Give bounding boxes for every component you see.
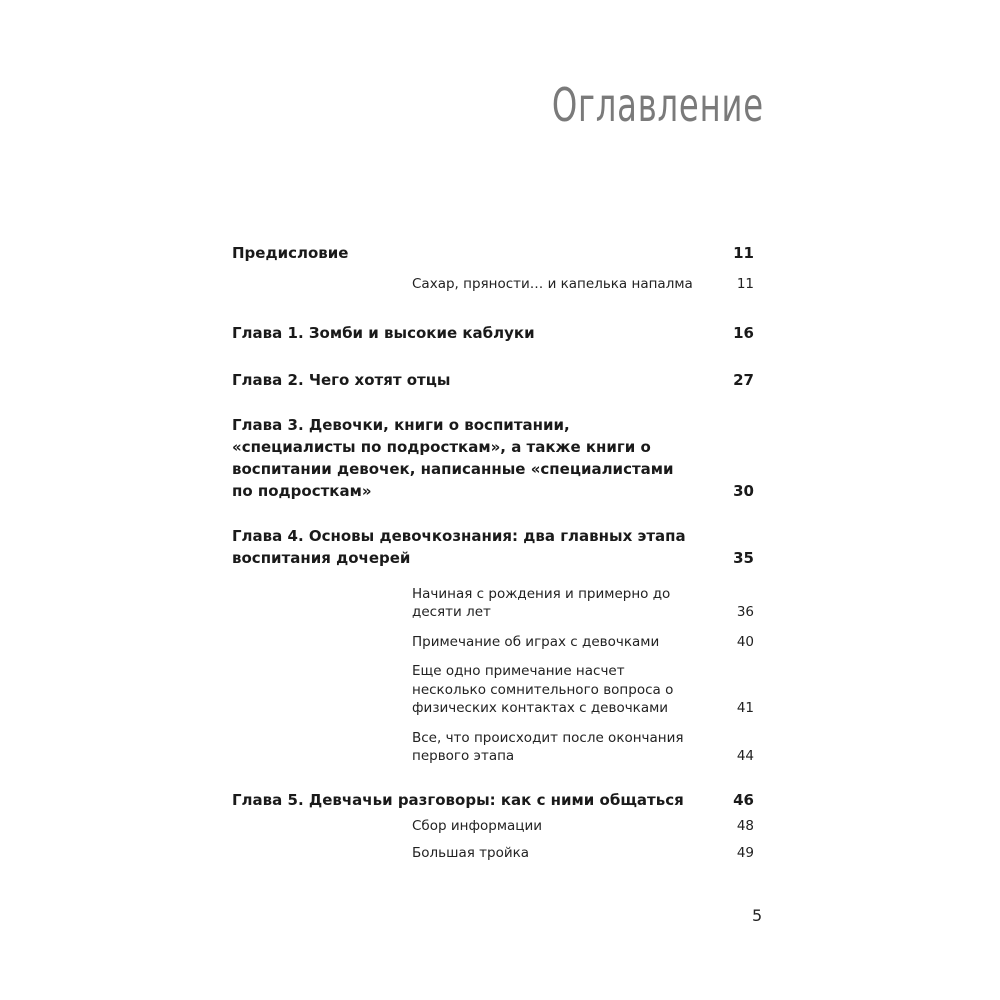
toc-subsection-title: Большая тройка — [412, 845, 530, 861]
toc-chapter-page: 46 — [733, 790, 754, 809]
toc-subsection-page: 49 — [736, 845, 754, 861]
toc-subsection-page: 44 — [736, 748, 754, 764]
toc-chapter-2[interactable] — [232, 369, 754, 391]
toc-subsection-title: Сбор информации — [412, 817, 543, 834]
toc-chapter-page: 35 — [733, 548, 754, 567]
table-of-contents — [232, 238, 754, 863]
toc-chapter-page: 16 — [733, 323, 754, 342]
toc-subsection[interactable] — [412, 662, 754, 718]
toc-chapter-3[interactable] — [232, 414, 754, 502]
toc-subsection[interactable] — [412, 585, 754, 622]
toc-subsection[interactable] — [412, 275, 754, 294]
toc-subsection-page: 11 — [736, 276, 754, 292]
toc-subsection-title: Еще одно примечание насчет несколько сомнительного вопроса о физических контактах с девочками — [412, 663, 674, 716]
toc-chapter-title: Глава 4. Основы девочкознания: два главных этапа воспитания дочерей — [232, 526, 686, 567]
toc-chapter-title: Глава 2. Чего хотят отцы — [232, 370, 451, 389]
toc-subsection-page: 36 — [736, 604, 754, 620]
toc-chapter-page: 27 — [733, 370, 754, 389]
page-title: Оглавление — [551, 78, 764, 132]
toc-subsection-title: Примечание об играх с девочками — [412, 633, 660, 650]
toc-chapter-preface[interactable] — [232, 242, 754, 264]
page-number: 5 — [752, 906, 763, 925]
toc-chapter-page: 30 — [733, 481, 754, 500]
toc-chapter-title: Глава 3. Девочки, книги о воспитании, «специалисты по подросткам», а также книги о воспитании девочек, написанные «специалистами по подросткам» — [232, 415, 674, 500]
toc-chapter-page: 11 — [733, 244, 754, 262]
toc-chapter-title: Глава 1. Зомби и высокие каблуки — [232, 323, 535, 342]
toc-subsection-page: 48 — [736, 817, 754, 834]
toc-subsection[interactable] — [412, 817, 754, 836]
toc-chapter-1[interactable] — [232, 322, 754, 344]
toc-subsection-title: Начиная с рождения и примерно до десяти лет — [412, 585, 671, 620]
toc-subsection[interactable] — [412, 729, 754, 766]
toc-chapter-4[interactable] — [232, 525, 754, 569]
toc-chapter-title: Предисловие — [232, 244, 349, 262]
toc-subsection-page: 40 — [736, 633, 754, 650]
toc-chapter-title: Глава 5. Девчачьи разговоры: как с ними общаться — [232, 790, 684, 809]
toc-subsection-page: 41 — [736, 700, 754, 716]
toc-subsection-title: Все, что происходит после окончания первого этапа — [412, 729, 684, 764]
toc-chapter-5[interactable] — [232, 789, 754, 811]
toc-subsection[interactable] — [412, 633, 754, 652]
toc-subsection[interactable] — [412, 844, 754, 863]
toc-subsection-title: Сахар, пряности… и капелька напалма — [412, 276, 693, 292]
